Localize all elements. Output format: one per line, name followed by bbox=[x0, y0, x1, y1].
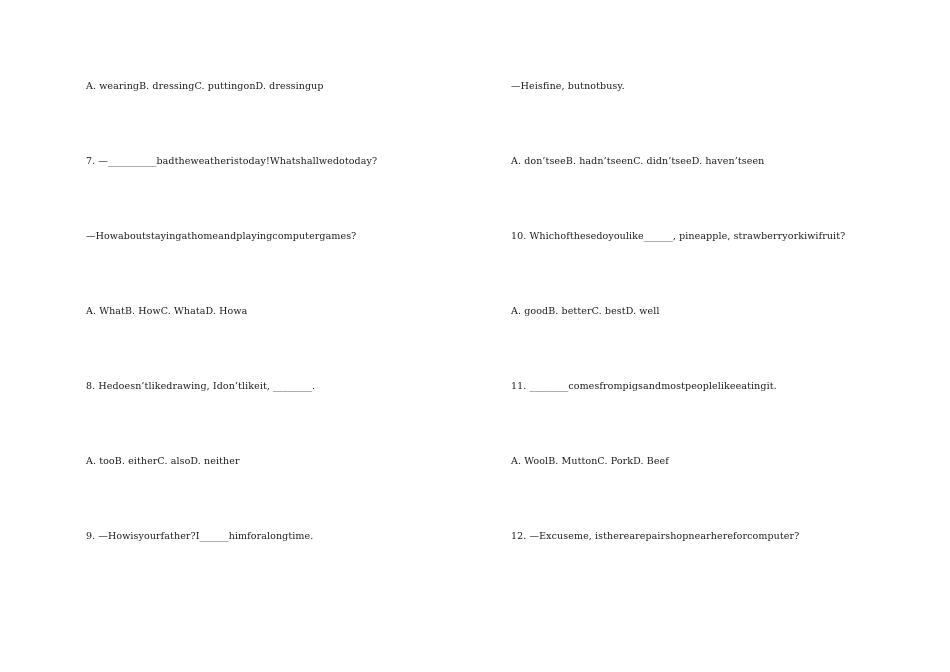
answer-options-line: A. WhatB. HowC. WhataD. Howa bbox=[86, 306, 248, 317]
question-line: 10. Whichofthesedoyoulike______, pineapple, strawberryorkiwifruit? bbox=[511, 231, 846, 242]
right-column bbox=[511, 0, 931, 672]
question-line: A. wearingB. dressingC. puttingonD. dressingup bbox=[86, 81, 324, 92]
left-column bbox=[86, 0, 506, 672]
question-line: 8. Hedoesn’tlikedrawing, Idon’tlikeit, ________. bbox=[86, 381, 316, 392]
question-line: 11. ________comesfrompigsandmostpeoplelikeeatingit. bbox=[511, 381, 777, 392]
question-line: 9. —Howisyourfather?I______himforalongtime. bbox=[86, 531, 314, 542]
question-line: 12. —Excuseme, istherearepairshopnearhereforcomputer? bbox=[511, 531, 800, 542]
answer-options-line: A. don’tseeB. hadn’tseenC. didn’tseeD. haven’tseen bbox=[511, 156, 765, 167]
question-line: —Howaboutstayingathomeandplayingcomputergames? bbox=[86, 231, 357, 242]
answer-options-line: A. goodB. betterC. bestD. well bbox=[511, 306, 660, 317]
answer-options-line: A. tooB. eitherC. alsoD. neither bbox=[86, 456, 240, 467]
question-line: —Heisfine, butnotbusy. bbox=[511, 81, 625, 92]
question-line: 7. —__________badtheweatheristoday!Whatshallwedotoday? bbox=[86, 156, 378, 167]
answer-options-line: A. WoolB. MuttonC. PorkD. Beef bbox=[511, 456, 669, 467]
